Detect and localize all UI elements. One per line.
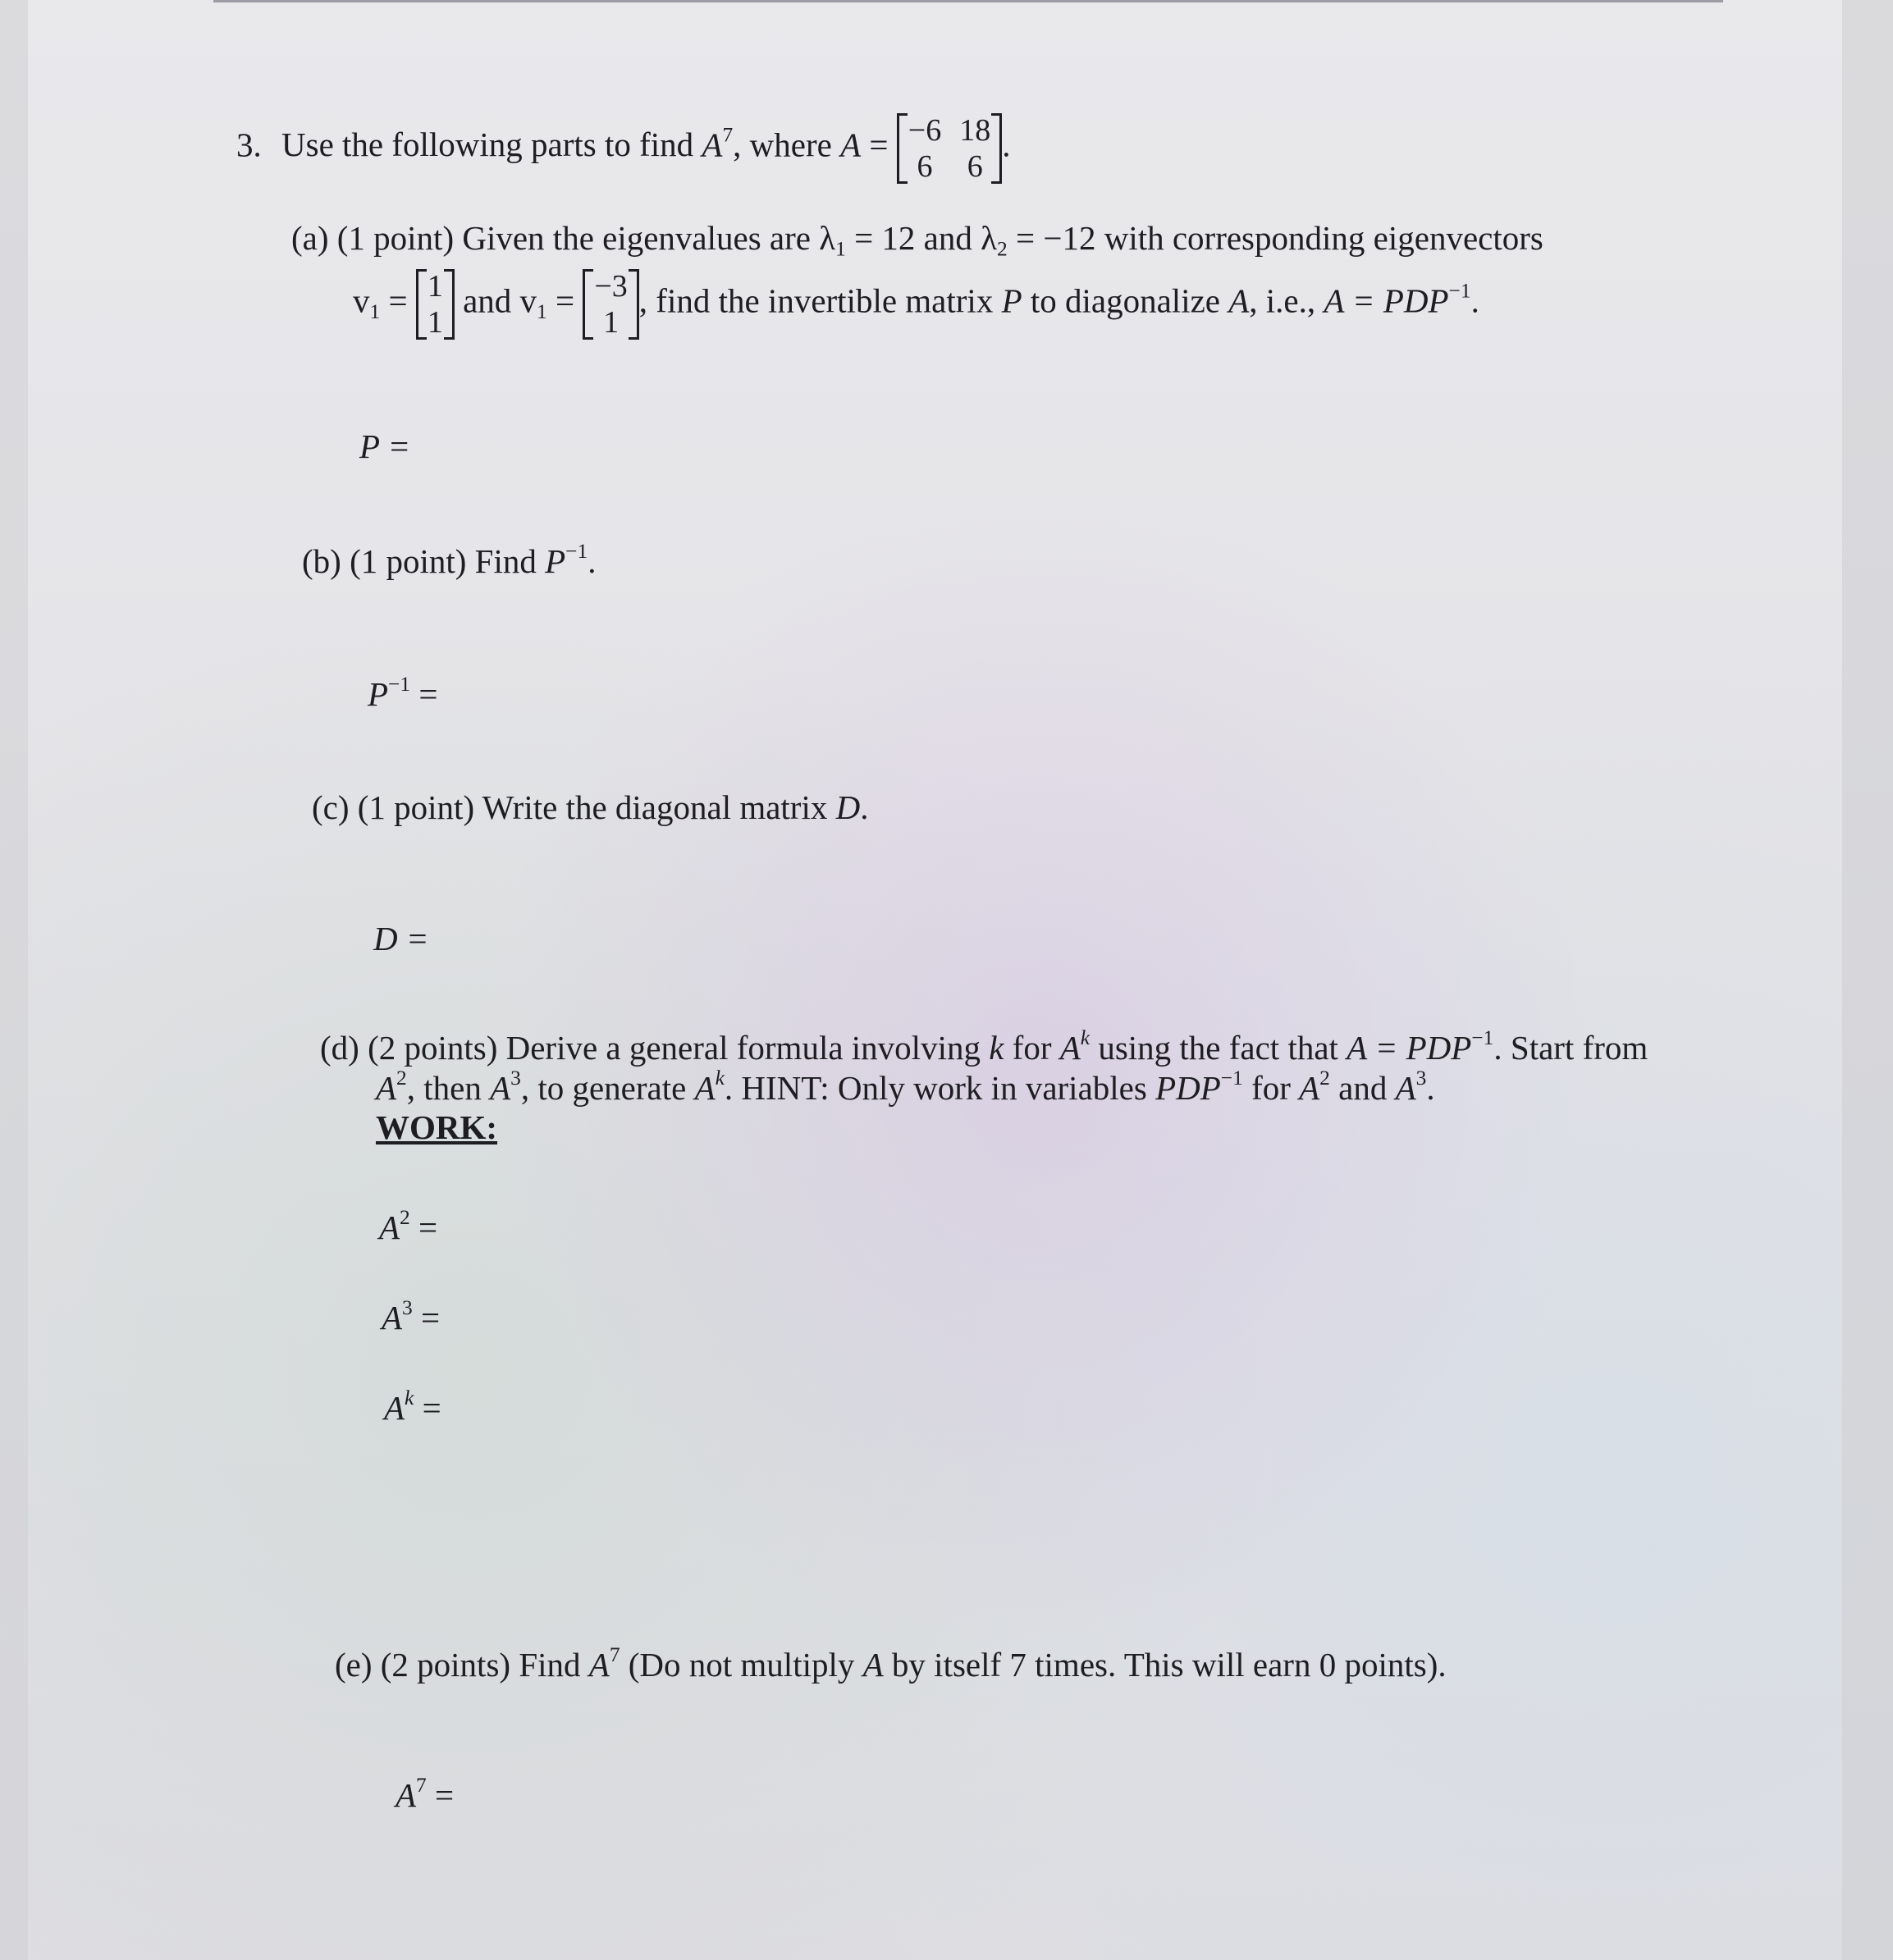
- part-d-label: (d): [320, 1029, 359, 1067]
- problem-statement: 3. Use the following parts to find $A^7$, where A = −6 18 6 6 .: [236, 113, 1011, 184]
- part-b-question: (b) (1 point) Find $P^{-1}$.: [302, 540, 597, 580]
- part-a-line2: $v_1$ = 1 1 and $v_1$ = −3 1 , find the invertible matrix P to diagonalize A, i.e., $A = PDP^{-1}$.: [353, 269, 1479, 340]
- answer-P: P =: [359, 427, 411, 465]
- part-c-label: (c): [312, 788, 350, 826]
- part-c-question: (c) (1 point) Write the diagonal matrix D.: [312, 788, 869, 826]
- answer-A3: $A^3$ =: [382, 1296, 441, 1336]
- answer-D: D =: [373, 920, 429, 957]
- answer-Ak: $A^k$ =: [384, 1387, 441, 1427]
- page-top-edge: [213, 0, 1723, 2]
- page-left-margin: [0, 0, 28, 1960]
- page-right-margin: [1842, 0, 1893, 1960]
- part-d-line1: (d) (2 points) Derive a general formula involving k for $A^k$ using the fact that $A = PDP^{-1}$. Start from: [320, 1026, 1648, 1067]
- vector-v2: −3 1: [583, 269, 638, 340]
- answer-A2: $A^2$ =: [379, 1206, 438, 1246]
- answer-A7: $A^7$ =: [396, 1774, 455, 1814]
- part-d-line2: $A^2$, then $A^3$, to generate $A^k$. HINT: Only work in variables $PDP^{-1}$ for $A^2$ and $A^3$.: [376, 1067, 1435, 1107]
- work-heading: WORK:: [376, 1108, 498, 1146]
- problem-number: 3.: [236, 126, 262, 164]
- answer-P-inverse: $P^{-1}$ =: [368, 673, 438, 713]
- part-e-label: (e): [335, 1646, 373, 1684]
- part-b-label: (b): [302, 542, 341, 580]
- part-a-line1: (a) (1 point) Given the eigenvalues are $\lambda_1 = 12$ and $\lambda_2 = -12$ with corresponding eigenvectors: [291, 219, 1543, 261]
- vector-v1: 1 1: [416, 269, 455, 340]
- part-a-label: (a): [291, 219, 329, 257]
- matrix-A: −6 18 6 6: [897, 113, 1002, 184]
- part-e-question: (e) (2 points) Find $A^7$ (Do not multiply A by itself 7 times. This will earn 0 points).: [335, 1643, 1447, 1684]
